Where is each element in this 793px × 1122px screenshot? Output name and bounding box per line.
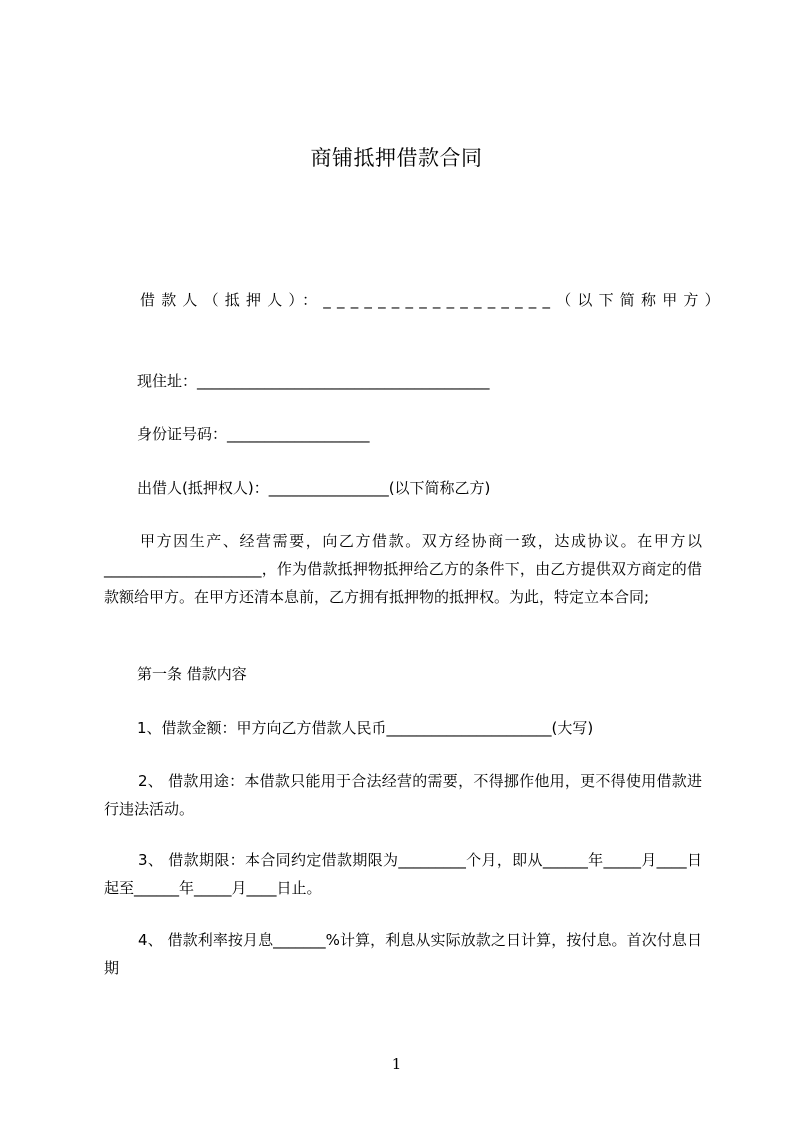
borrower-line: 借款人（抵押人）：_________________（以下简称甲方）	[140, 291, 726, 309]
clause-3-loan-term: 3、 借款期限：本合同约定借款期限为_________个月，即从______年_____月____日起至______年_____月____日止。	[104, 851, 702, 897]
preamble-paragraph: 甲方因生产、经营需要，向乙方借款。双方经协商一致，达成协议。在甲方以_____________________，作为借款抵押物抵押给乙方的条件下，由乙方提供双方商定的借款额给甲方。在甲方还清本息前，乙方拥有抵押物的抵押权。为此，特定立本合同;	[104, 532, 702, 606]
clause-1-loan-amount: 1、借款金额：甲方向乙方借款人民币______________________(大写)	[137, 719, 594, 737]
contract-title: 商铺抵押借款合同	[310, 146, 483, 170]
article-1-heading: 第一条 借款内容	[137, 665, 247, 683]
address-line: 现住址：_______________________________________	[137, 372, 490, 390]
clause-4-interest-rate: 4、 借款利率按月息_______%计算，利息从实际放款之日计算，按付息。首次付息日期	[104, 931, 702, 977]
page-number: 1	[391, 1055, 402, 1073]
id-number-line: 身份证号码：___________________	[137, 425, 370, 443]
lender-line: 出借人(抵押权人)：________________(以下简称乙方)	[137, 479, 491, 497]
clause-2-loan-purpose: 2、 借款用途：本借款只能用于合法经营的需要，不得挪作他用，更不得使用借款进行违法活动。	[104, 772, 702, 818]
